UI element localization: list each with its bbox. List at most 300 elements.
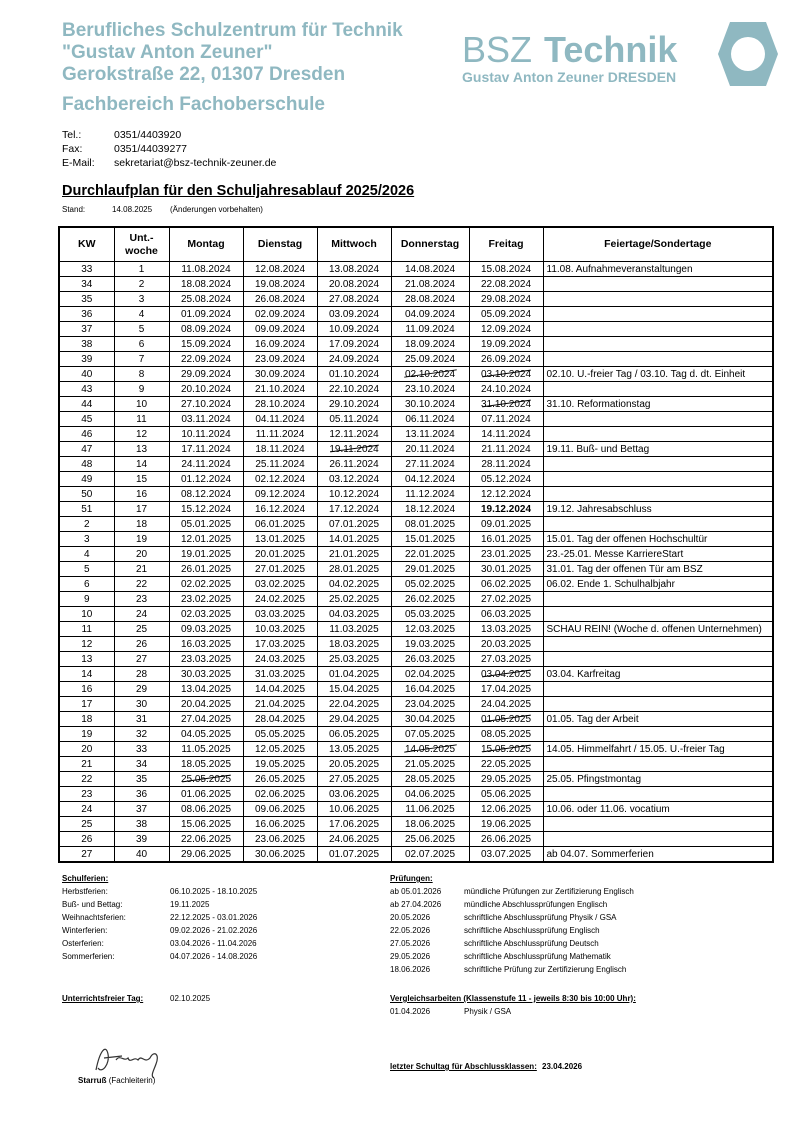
cell-week: 12 <box>114 427 169 442</box>
cell-monday: 05.01.2025 <box>169 517 243 532</box>
cell-note: 01.05. Tag der Arbeit <box>543 712 773 727</box>
cell-tuesday: 28.04.2025 <box>243 712 317 727</box>
col-week: Unt.- woche <box>114 227 169 262</box>
cell-wednesday: 11.03.2025 <box>317 622 391 637</box>
cell-week: 3 <box>114 292 169 307</box>
cell-tuesday: 24.02.2025 <box>243 592 317 607</box>
cell-thursday: 14.08.2024 <box>391 262 469 277</box>
table-row <box>59 382 773 397</box>
cell-wednesday: 28.01.2025 <box>317 562 391 577</box>
cell-kw: 40 <box>59 367 114 382</box>
cell-friday: 22.08.2024 <box>469 277 543 292</box>
cell-kw: 37 <box>59 322 114 337</box>
school-holiday-item <box>62 950 362 963</box>
cell-thursday: 22.01.2025 <box>391 547 469 562</box>
table-row <box>59 757 773 772</box>
cell-thursday: 19.03.2025 <box>391 637 469 652</box>
cell-thursday: 26.02.2025 <box>391 592 469 607</box>
cell-tuesday: 20.01.2025 <box>243 547 317 562</box>
school-holiday-item <box>62 937 362 950</box>
cell-friday: 24.10.2024 <box>469 382 543 397</box>
cell-week: 26 <box>114 637 169 652</box>
cell-friday: 26.06.2025 <box>469 832 543 847</box>
cell-kw: 19 <box>59 727 114 742</box>
cell-monday: 03.11.2024 <box>169 412 243 427</box>
cell-monday: 22.09.2024 <box>169 352 243 367</box>
cell-monday: 25.05.2025 <box>169 772 243 787</box>
cell-tuesday: 31.03.2025 <box>243 667 317 682</box>
exam-date: 18.06.2026 <box>390 965 431 974</box>
cell-thursday: 30.04.2025 <box>391 712 469 727</box>
strikethrough-mark <box>482 370 531 378</box>
cell-thursday: 25.06.2025 <box>391 832 469 847</box>
exam-description: mündliche Abschlussprüfungen Englisch <box>464 900 608 909</box>
cell-monday: 23.02.2025 <box>169 592 243 607</box>
exam-item <box>390 963 770 976</box>
cell-friday: 27.02.2025 <box>469 592 543 607</box>
cell-note: ab 04.07. Sommerferien <box>543 847 773 863</box>
cell-tuesday: 30.09.2024 <box>243 367 317 382</box>
cell-week: 38 <box>114 817 169 832</box>
col-tuesday: Dienstag <box>243 227 317 262</box>
cell-wednesday: 07.01.2025 <box>317 517 391 532</box>
table-row <box>59 277 773 292</box>
table-row <box>59 367 773 382</box>
school-address <box>62 20 403 86</box>
cell-tuesday: 06.01.2025 <box>243 517 317 532</box>
cell-tuesday: 12.08.2024 <box>243 262 317 277</box>
cell-week: 29 <box>114 682 169 697</box>
cell-kw: 47 <box>59 442 114 457</box>
cell-monday: 15.06.2025 <box>169 817 243 832</box>
table-row <box>59 817 773 832</box>
table-row <box>59 397 773 412</box>
cell-friday: 12.09.2024 <box>469 322 543 337</box>
cell-note <box>543 472 773 487</box>
cell-wednesday: 25.02.2025 <box>317 592 391 607</box>
col-wednesday: Mittwoch <box>317 227 391 262</box>
exam-description: schriftliche Abschlussprüfung Englisch <box>464 926 600 935</box>
cell-thursday: 13.11.2024 <box>391 427 469 442</box>
cell-kw: 34 <box>59 277 114 292</box>
cell-kw: 51 <box>59 502 114 517</box>
cell-note: 10.06. oder 11.06. vocatium <box>543 802 773 817</box>
contact-block <box>62 128 276 170</box>
table-row <box>59 832 773 847</box>
cell-thursday: 26.03.2025 <box>391 652 469 667</box>
cell-friday: 12.12.2024 <box>469 487 543 502</box>
cell-week: 25 <box>114 622 169 637</box>
cell-wednesday: 25.03.2025 <box>317 652 391 667</box>
table-row <box>59 292 773 307</box>
table-row <box>59 682 773 697</box>
comparison-tests: Vergleichsarbeiten (Klassenstufe 11 - jeweils 8:30 bis 10:00 Uhr): 01.04.2026 Physik / GSA <box>390 994 636 1016</box>
cell-week: 11 <box>114 412 169 427</box>
school-holiday-item <box>62 898 362 911</box>
cell-friday: 07.11.2024 <box>469 412 543 427</box>
table-row <box>59 577 773 592</box>
cell-friday: 05.06.2025 <box>469 787 543 802</box>
table-row <box>59 442 773 457</box>
cell-kw: 11 <box>59 622 114 637</box>
table-row <box>59 652 773 667</box>
cell-kw: 33 <box>59 262 114 277</box>
strikethrough-mark <box>404 744 457 752</box>
cell-note <box>543 487 773 502</box>
table-row <box>59 727 773 742</box>
table-row <box>59 712 773 727</box>
cell-friday: 17.04.2025 <box>469 682 543 697</box>
cell-note <box>543 727 773 742</box>
cell-week: 27 <box>114 652 169 667</box>
cell-monday: 18.08.2024 <box>169 277 243 292</box>
stand-line: Stand: 14.08.2025 (Änderungen vorbehalten) <box>62 205 263 214</box>
cell-monday: 04.05.2025 <box>169 727 243 742</box>
cell-kw: 25 <box>59 817 114 832</box>
cell-kw: 39 <box>59 352 114 367</box>
table-row <box>59 472 773 487</box>
cell-wednesday: 15.04.2025 <box>317 682 391 697</box>
cell-friday: 14.11.2024 <box>469 427 543 442</box>
cell-monday: 25.08.2024 <box>169 292 243 307</box>
cell-kw: 12 <box>59 637 114 652</box>
cell-note <box>543 817 773 832</box>
cell-monday: 15.09.2024 <box>169 337 243 352</box>
cell-tuesday: 24.03.2025 <box>243 652 317 667</box>
cell-week: 14 <box>114 457 169 472</box>
cell-note <box>543 427 773 442</box>
cell-tuesday: 19.08.2024 <box>243 277 317 292</box>
exam-item <box>390 898 770 911</box>
table-row <box>59 697 773 712</box>
cell-wednesday: 27.05.2025 <box>317 772 391 787</box>
cell-week: 20 <box>114 547 169 562</box>
cell-friday: 13.03.2025 <box>469 622 543 637</box>
cell-wednesday: 19.11.2024 <box>317 442 391 457</box>
cell-wednesday: 04.03.2025 <box>317 607 391 622</box>
cell-wednesday: 22.04.2025 <box>317 697 391 712</box>
cell-note: SCHAU REIN! (Woche d. offenen Unternehmen) <box>543 622 773 637</box>
cell-tuesday: 19.05.2025 <box>243 757 317 772</box>
exam-item <box>390 911 770 924</box>
cell-friday: 03.07.2025 <box>469 847 543 863</box>
cell-monday: 09.03.2025 <box>169 622 243 637</box>
table-row <box>59 337 773 352</box>
department-title: Fachbereich Fachoberschule <box>62 94 325 115</box>
cell-monday: 27.10.2024 <box>169 397 243 412</box>
cell-thursday: 02.10.2024 <box>391 367 469 382</box>
holiday-dates: 09.02.2026 - 21.02.2026 <box>170 926 258 935</box>
cell-kw: 35 <box>59 292 114 307</box>
exam-date: 20.05.2026 <box>390 913 431 922</box>
cell-week: 32 <box>114 727 169 742</box>
cell-thursday: 07.05.2025 <box>391 727 469 742</box>
col-holidays: Feiertage/Sondertage <box>543 227 773 262</box>
exam-date: ab 05.01.2026 <box>390 887 442 896</box>
non-teaching-day: Unterrichtsfreier Tag: 02.10.2025 <box>62 994 211 1003</box>
cell-monday: 24.11.2024 <box>169 457 243 472</box>
contact-email: E-Mail: sekretariat@bsz-technik-zeuner.de <box>62 157 277 169</box>
table-row <box>59 517 773 532</box>
cell-note: 06.02. Ende 1. Schulhalbjahr <box>543 577 773 592</box>
school-logo <box>458 20 778 90</box>
cell-friday: 30.01.2025 <box>469 562 543 577</box>
table-row <box>59 322 773 337</box>
cell-friday: 21.11.2024 <box>469 442 543 457</box>
document-title: Durchlaufplan für den Schuljahresablauf 2025/2026 <box>62 183 415 199</box>
cell-tuesday: 14.04.2025 <box>243 682 317 697</box>
cell-note <box>543 412 773 427</box>
table-row <box>59 532 773 547</box>
cell-wednesday: 13.05.2025 <box>317 742 391 757</box>
cell-wednesday: 20.05.2025 <box>317 757 391 772</box>
cell-wednesday: 17.12.2024 <box>317 502 391 517</box>
cell-week: 5 <box>114 322 169 337</box>
table-body <box>59 262 773 863</box>
cell-thursday: 28.05.2025 <box>391 772 469 787</box>
table-row <box>59 772 773 787</box>
cell-tuesday: 02.06.2025 <box>243 787 317 802</box>
holiday-dates: 22.12.2025 - 03.01.2026 <box>170 913 258 922</box>
cell-note: 11.08. Aufnahmeveranstaltungen <box>543 262 773 277</box>
cell-kw: 43 <box>59 382 114 397</box>
cell-kw: 10 <box>59 607 114 622</box>
cell-thursday: 30.10.2024 <box>391 397 469 412</box>
cell-wednesday: 01.10.2024 <box>317 367 391 382</box>
table-row <box>59 352 773 367</box>
cell-note: 31.10. Reformationstag <box>543 397 773 412</box>
cell-note <box>543 682 773 697</box>
cell-wednesday: 06.05.2025 <box>317 727 391 742</box>
cell-friday: 15.08.2024 <box>469 262 543 277</box>
cell-wednesday: 24.06.2025 <box>317 832 391 847</box>
cell-tuesday: 16.06.2025 <box>243 817 317 832</box>
cell-wednesday: 24.09.2024 <box>317 352 391 367</box>
cell-note <box>543 757 773 772</box>
cell-monday: 01.09.2024 <box>169 307 243 322</box>
cell-friday: 06.02.2025 <box>469 577 543 592</box>
cell-friday: 20.03.2025 <box>469 637 543 652</box>
holiday-dates: 19.11.2025 <box>170 900 210 909</box>
cell-friday: 19.09.2024 <box>469 337 543 352</box>
strikethrough-mark <box>482 670 531 678</box>
cell-thursday: 16.04.2025 <box>391 682 469 697</box>
school-line: Berufliches Schulzentrum für Technik <box>62 20 403 41</box>
exam-item <box>390 924 770 937</box>
cell-thursday: 11.09.2024 <box>391 322 469 337</box>
cell-thursday: 02.07.2025 <box>391 847 469 863</box>
cell-monday: 29.06.2025 <box>169 847 243 863</box>
cell-kw: 50 <box>59 487 114 502</box>
cell-friday: 16.01.2025 <box>469 532 543 547</box>
cell-week: 13 <box>114 442 169 457</box>
cell-friday: 05.09.2024 <box>469 307 543 322</box>
cell-monday: 17.11.2024 <box>169 442 243 457</box>
cell-note: 02.10. U.-freier Tag / 03.10. Tag d. dt. Einheit <box>543 367 773 382</box>
cell-thursday: 21.08.2024 <box>391 277 469 292</box>
cell-note <box>543 652 773 667</box>
cell-thursday: 14.05.2025 <box>391 742 469 757</box>
cell-wednesday: 20.08.2024 <box>317 277 391 292</box>
strikethrough-mark <box>482 715 531 723</box>
cell-wednesday: 27.08.2024 <box>317 292 391 307</box>
cell-tuesday: 09.06.2025 <box>243 802 317 817</box>
cell-kw: 21 <box>59 757 114 772</box>
cell-tuesday: 03.02.2025 <box>243 577 317 592</box>
cell-tuesday: 17.03.2025 <box>243 637 317 652</box>
cell-week: 23 <box>114 592 169 607</box>
exam-item <box>390 937 770 950</box>
cell-friday: 24.04.2025 <box>469 697 543 712</box>
cell-friday: 27.03.2025 <box>469 652 543 667</box>
exam-description: schriftliche Abschlussprüfung Physik / GSA <box>464 913 617 922</box>
cell-week: 18 <box>114 517 169 532</box>
cell-wednesday: 17.09.2024 <box>317 337 391 352</box>
cell-wednesday: 04.02.2025 <box>317 577 391 592</box>
cell-thursday: 23.10.2024 <box>391 382 469 397</box>
cell-tuesday: 02.09.2024 <box>243 307 317 322</box>
school-holidays-list <box>62 885 362 963</box>
cell-friday: 09.01.2025 <box>469 517 543 532</box>
school-holidays-heading: Schulferien: <box>62 874 109 883</box>
cell-monday: 16.03.2025 <box>169 637 243 652</box>
cell-friday: 19.06.2025 <box>469 817 543 832</box>
cell-tuesday: 09.09.2024 <box>243 322 317 337</box>
cell-tuesday: 23.06.2025 <box>243 832 317 847</box>
cell-monday: 13.04.2025 <box>169 682 243 697</box>
exam-date: 22.05.2026 <box>390 926 431 935</box>
exam-description: mündliche Prüfungen zur Zertifizierung Englisch <box>464 887 634 896</box>
cell-wednesday: 03.12.2024 <box>317 472 391 487</box>
cell-tuesday: 18.11.2024 <box>243 442 317 457</box>
cell-kw: 49 <box>59 472 114 487</box>
cell-week: 22 <box>114 577 169 592</box>
cell-tuesday: 13.01.2025 <box>243 532 317 547</box>
cell-monday: 01.06.2025 <box>169 787 243 802</box>
cell-note: 15.01. Tag der offenen Hochschultür <box>543 532 773 547</box>
cell-wednesday: 26.11.2024 <box>317 457 391 472</box>
cell-wednesday: 03.09.2024 <box>317 307 391 322</box>
cell-kw: 2 <box>59 517 114 532</box>
exam-item <box>390 885 770 898</box>
cell-monday: 18.05.2025 <box>169 757 243 772</box>
cell-week: 28 <box>114 667 169 682</box>
cell-note <box>543 352 773 367</box>
cell-tuesday: 28.10.2024 <box>243 397 317 412</box>
cell-kw: 46 <box>59 427 114 442</box>
strikethrough-mark <box>330 445 379 453</box>
cell-week: 35 <box>114 772 169 787</box>
contact-phone: Tel.: 0351/4403920 <box>62 129 182 141</box>
cell-note <box>543 382 773 397</box>
school-holiday-item <box>62 924 362 937</box>
cell-note: 25.05. Pfingstmontag <box>543 772 773 787</box>
table-row <box>59 547 773 562</box>
strikethrough-mark <box>482 400 531 408</box>
table-row <box>59 307 773 322</box>
cell-note: 19.12. Jahresabschluss <box>543 502 773 517</box>
cell-kw: 9 <box>59 592 114 607</box>
cell-friday: 03.04.2025 <box>469 667 543 682</box>
cell-wednesday: 10.06.2025 <box>317 802 391 817</box>
cell-kw: 3 <box>59 532 114 547</box>
exams-section <box>390 872 770 976</box>
cell-tuesday: 16.12.2024 <box>243 502 317 517</box>
cell-kw: 22 <box>59 772 114 787</box>
school-holidays-section <box>62 872 362 963</box>
cell-thursday: 18.09.2024 <box>391 337 469 352</box>
table-row <box>59 427 773 442</box>
table-row <box>59 562 773 577</box>
cell-monday: 30.03.2025 <box>169 667 243 682</box>
cell-thursday: 29.01.2025 <box>391 562 469 577</box>
school-holiday-item <box>62 911 362 924</box>
cell-monday: 27.04.2025 <box>169 712 243 727</box>
cell-week: 16 <box>114 487 169 502</box>
cell-thursday: 27.11.2024 <box>391 457 469 472</box>
cell-monday: 26.01.2025 <box>169 562 243 577</box>
cell-monday: 15.12.2024 <box>169 502 243 517</box>
table-row <box>59 667 773 682</box>
cell-tuesday: 10.03.2025 <box>243 622 317 637</box>
exam-description: schriftliche Prüfung zur Zertifizierung Englisch <box>464 965 627 974</box>
cell-note <box>543 457 773 472</box>
cell-kw: 26 <box>59 832 114 847</box>
cell-thursday: 08.01.2025 <box>391 517 469 532</box>
cell-monday: 11.05.2025 <box>169 742 243 757</box>
cell-wednesday: 10.12.2024 <box>317 487 391 502</box>
cell-friday: 29.08.2024 <box>469 292 543 307</box>
cell-friday: 23.01.2025 <box>469 547 543 562</box>
cell-monday: 12.01.2025 <box>169 532 243 547</box>
holiday-dates: 03.04.2026 - 11.04.2026 <box>170 939 257 948</box>
cell-kw: 48 <box>59 457 114 472</box>
cell-note <box>543 322 773 337</box>
cell-friday: 22.05.2025 <box>469 757 543 772</box>
holiday-label: Buß- und Bettag: <box>62 900 123 909</box>
cell-thursday: 12.03.2025 <box>391 622 469 637</box>
cell-week: 34 <box>114 757 169 772</box>
cell-tuesday: 27.01.2025 <box>243 562 317 577</box>
holiday-dates: 06.10.2025 - 18.10.2025 <box>170 887 258 896</box>
cell-friday: 01.05.2025 <box>469 712 543 727</box>
cell-friday: 19.12.2024 <box>469 502 543 517</box>
exam-date: 27.05.2026 <box>390 939 431 948</box>
cell-monday: 02.03.2025 <box>169 607 243 622</box>
cell-thursday: 04.06.2025 <box>391 787 469 802</box>
cell-note: 03.04. Karfreitag <box>543 667 773 682</box>
cell-note: 14.05. Himmelfahrt / 15.05. U.-freier Tag <box>543 742 773 757</box>
cell-tuesday: 26.05.2025 <box>243 772 317 787</box>
table-row <box>59 802 773 817</box>
cell-thursday: 23.04.2025 <box>391 697 469 712</box>
cell-thursday: 28.08.2024 <box>391 292 469 307</box>
cell-kw: 44 <box>59 397 114 412</box>
table-row <box>59 457 773 472</box>
cell-friday: 26.09.2024 <box>469 352 543 367</box>
cell-wednesday: 01.04.2025 <box>317 667 391 682</box>
cell-friday: 05.12.2024 <box>469 472 543 487</box>
cell-monday: 02.02.2025 <box>169 577 243 592</box>
col-friday: Freitag <box>469 227 543 262</box>
cell-note <box>543 697 773 712</box>
cell-wednesday: 29.04.2025 <box>317 712 391 727</box>
cell-tuesday: 21.04.2025 <box>243 697 317 712</box>
cell-kw: 27 <box>59 847 114 863</box>
cell-wednesday: 01.07.2025 <box>317 847 391 863</box>
cell-friday: 28.11.2024 <box>469 457 543 472</box>
cell-thursday: 06.11.2024 <box>391 412 469 427</box>
